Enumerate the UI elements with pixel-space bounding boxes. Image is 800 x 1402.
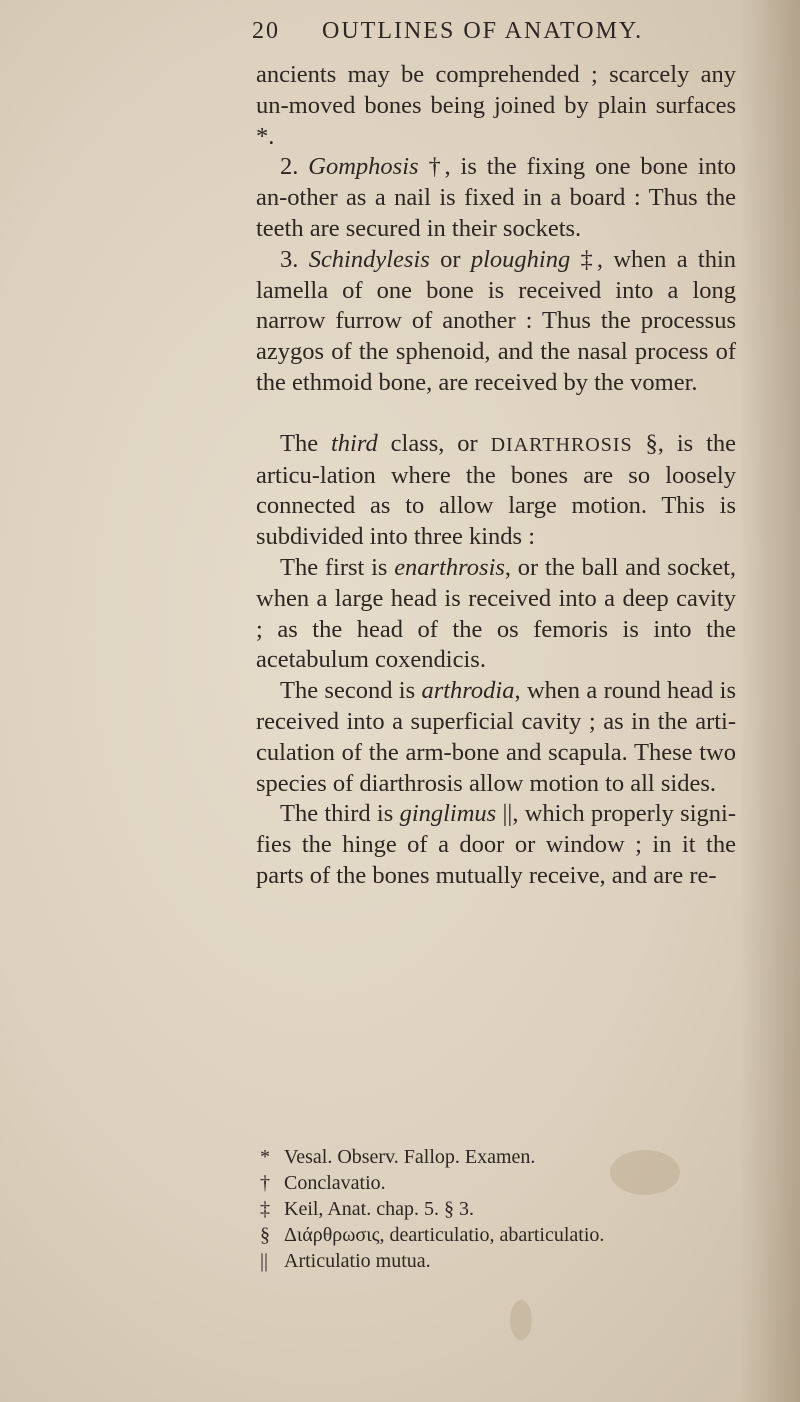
emphasis-text: ginglimus — [399, 800, 497, 828]
footnote — [260, 1170, 730, 1196]
emphasis-text: arthrodia — [421, 677, 515, 705]
foxing-stain — [510, 1300, 532, 1340]
emphasis-text: third — [331, 429, 378, 457]
paragraph-text: The third is — [280, 800, 400, 828]
paragraph-text: ancients may be comprehended ; scarcely any un-moved bones being joined by plain surfaces *. — [256, 61, 736, 150]
paragraph-text: or — [429, 245, 471, 273]
emphasis-text: Gomphosis — [308, 153, 419, 181]
footnote-text: Keil, Anat. chap. 5. § 3. — [284, 1198, 474, 1220]
emphasis-text: Schindylesis — [308, 245, 430, 273]
paragraph — [256, 676, 736, 799]
footnote-symbol: * — [260, 1146, 270, 1168]
paragraph-text: class, or — [377, 429, 491, 457]
paragraph-text: 2. — [280, 153, 309, 181]
paragraph — [256, 799, 736, 891]
footnote-text: Διάρθρωσις, dearticulatio, abarticulatio. — [284, 1224, 605, 1246]
paragraph-text: The first is — [280, 553, 395, 581]
paragraph-text: §, is the articu-lation where the bones are so loosely connected as to allow large motion. This is subdivided into three kinds : — [256, 429, 736, 551]
paragraph-text: 3. — [280, 245, 309, 273]
paragraph-text: †, is the fixing one bone into an-other as a nail is fixed in a board : Thus the teeth are secured in their sockets. — [256, 153, 736, 242]
footnotes — [260, 1144, 730, 1274]
footnote-text: Articulatio mutua. — [284, 1250, 431, 1272]
paragraph — [256, 60, 736, 152]
paragraph-text: The — [280, 429, 331, 457]
paragraph-text: , or the ball and socket, when a large head is received into a deep cavity ; as the head of the os femoris is into the acetabulum coxendicis. — [256, 553, 736, 674]
footnote-symbol: † — [260, 1172, 270, 1194]
footnote-symbol: ‡ — [260, 1198, 270, 1220]
footnote-text: Vesal. Observ. Fallop. Examen. — [284, 1146, 536, 1168]
paragraph-text: ‡, when a thin lamella of one bone is received into a long narrow furrow of another : Thus the processus azygos of the sphenoid, and the nasal process of the ethmoid bone, are received by the vomer. — [256, 245, 737, 396]
emphasis-text: DIARTHROSIS — [490, 433, 633, 456]
paragraph — [256, 245, 736, 399]
running-title: OUTLINES OF ANATOMY. — [322, 18, 644, 44]
footnote — [260, 1196, 730, 1222]
paragraph — [256, 553, 736, 676]
paragraph-text: ||, which properly signi-fies the hinge of a door or window ; in it the parts of the bones mutually receive, and are re- — [256, 800, 736, 889]
footnote — [260, 1144, 730, 1170]
footnote — [260, 1222, 730, 1248]
page-edge-shadow — [740, 0, 800, 1402]
footnote-symbol: § — [260, 1224, 270, 1246]
footnote-symbol: || — [260, 1250, 269, 1272]
paragraph-text: , when a round head is received into a superficial cavity ; as in the arti-culation of the arm-bone and scapula. These two species of diarthrosis allow motion to all sides. — [256, 677, 736, 797]
paragraph-text: The second is — [280, 677, 422, 705]
page-number: 20 — [252, 18, 280, 44]
emphasis-text: enarthrosis — [394, 553, 505, 581]
footnote — [260, 1248, 730, 1274]
emphasis-text: ploughing — [470, 245, 571, 273]
paragraph — [256, 429, 736, 553]
paragraph — [256, 152, 736, 244]
footnote-text: Conclavatio. — [284, 1172, 386, 1194]
body-text — [256, 60, 736, 892]
